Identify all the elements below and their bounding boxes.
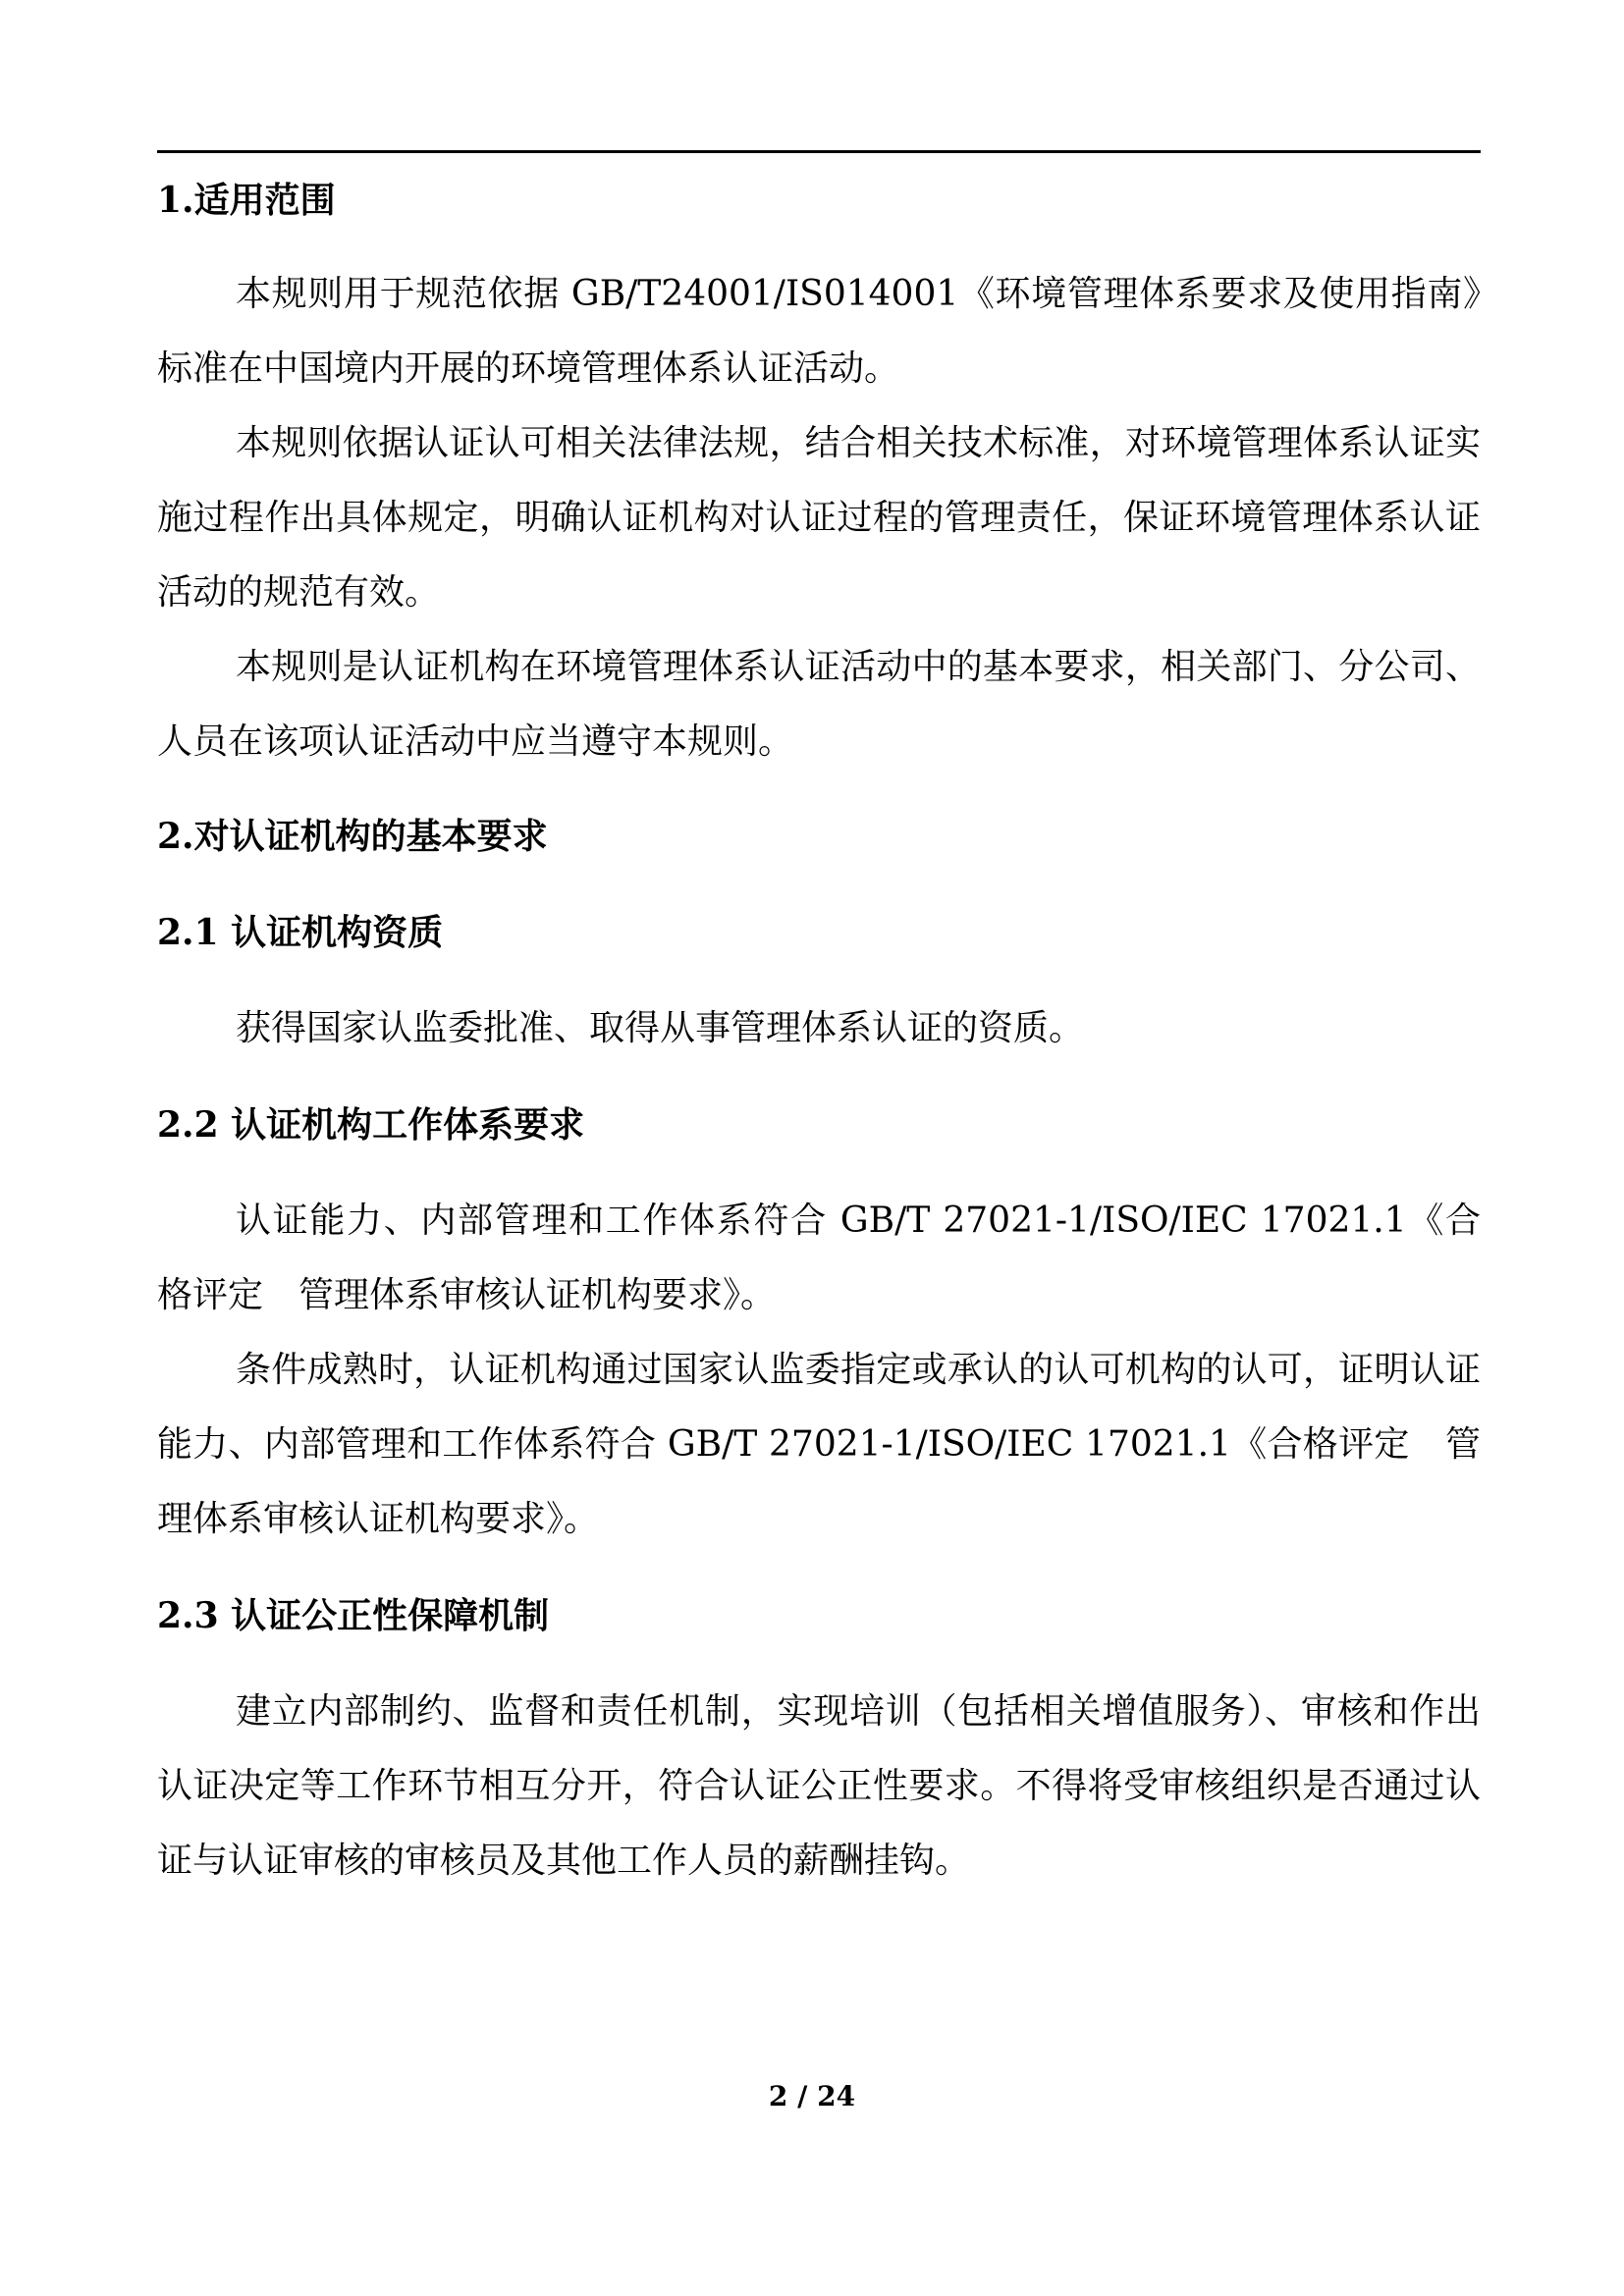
section-2-3-paragraph-1: 建立内部制约、监督和责任机制，实现培训（包括相关增值服务）、审核和作出认证决定等工作环节相互分开，符合认证公正性要求。不得将受审核组织是否通过认证与认证审核的审核员及其他工作人员的薪酬挂钩。 — [157, 1691, 1481, 1881]
section-2-3-title: 2.3 认证公正性保障机制 — [157, 1595, 550, 1636]
document-body — [157, 163, 1481, 1898]
page-number: 2 / 24 — [768, 2080, 856, 2112]
section-2-1-title: 2.1 认证机构资质 — [157, 912, 444, 953]
section-2-2-paragraph-2: 条件成熟时，认证机构通过国家认监委指定或承认的认可机构的认可，证明认证能力、内部管理和工作体系符合 GB/T 27021-1/ISO/IEC 17021.1《合格评定 管理体系审核认证机构要求》。 — [157, 1350, 1481, 1539]
header-rule — [157, 150, 1481, 153]
section-2-2-paragraph-1: 认证能力、内部管理和工作体系符合 GB/T 27021-1/ISO/IEC 17021.1《合格评定 管理体系审核认证机构要求》。 — [157, 1201, 1481, 1315]
section-2-1-paragraph-1: 获得国家认监委批准、取得从事管理体系认证的资质。 — [236, 1008, 1085, 1048]
section-1-paragraph-1: 本规则用于规范依据 GB/T24001/IS014001《环境管理体系要求及使用指南》标准在中国境内开展的环境管理体系认证活动。 — [157, 274, 1481, 389]
section-1-paragraph-2: 本规则依据认证认可相关法律法规，结合相关技术标准，对环境管理体系认证实施过程作出具体规定，明确认证机构对认证过程的管理责任，保证环境管理体系认证活动的规范有效。 — [157, 423, 1481, 613]
section-1-paragraph-3: 本规则是认证机构在环境管理体系认证活动中的基本要求，相关部门、分公司、人员在该项认证活动中应当遵守本规则。 — [157, 647, 1481, 762]
section-2-2-title: 2.2 认证机构工作体系要求 — [157, 1104, 585, 1146]
section-1-title: 1.适用范围 — [157, 180, 336, 221]
section-2-title: 2.对认证机构的基本要求 — [157, 816, 548, 857]
